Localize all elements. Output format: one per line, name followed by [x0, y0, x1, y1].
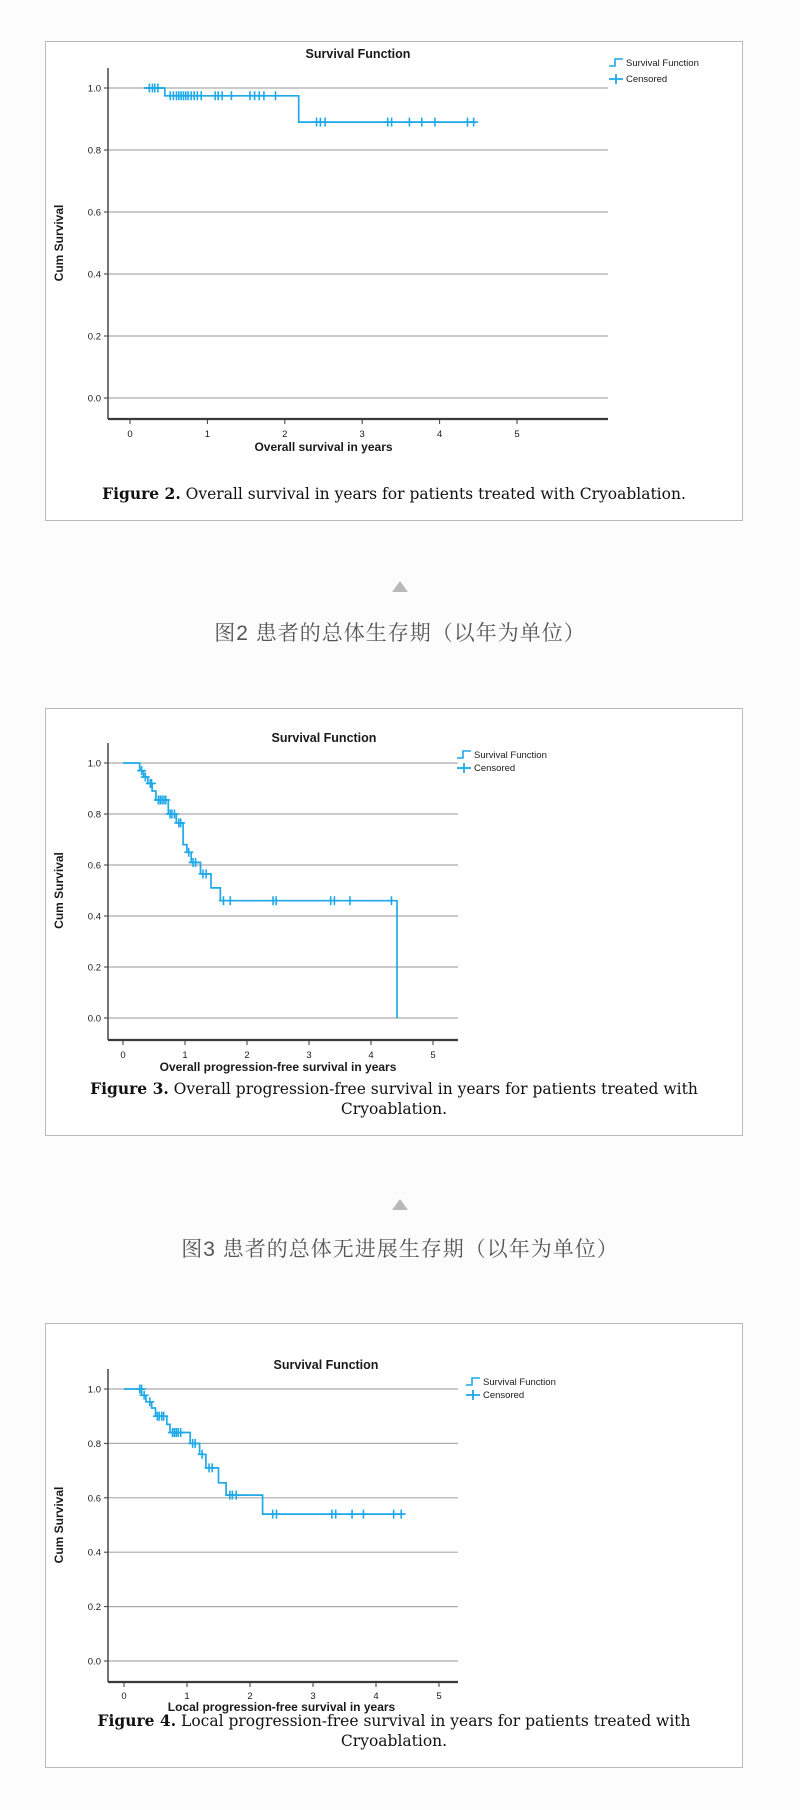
km-chart-overall-progression-free-survival [46, 709, 741, 1081]
y-tick-label: 0.6 [87, 1493, 101, 1505]
x-tick-label: 0 [121, 1691, 127, 1702]
legend-step-line-icon [466, 1378, 480, 1385]
x-tick-label: 3 [306, 1050, 312, 1061]
km-chart-overall-survival [46, 42, 741, 462]
legend-label: Survival Function [483, 1377, 556, 1388]
legend-label: Censored [483, 1390, 525, 1401]
x-tick-label: 2 [282, 429, 288, 440]
x-tick-label: 0 [127, 429, 133, 440]
legend-label: Survival Function [474, 750, 547, 761]
y-tick-label: 0.0 [87, 1013, 101, 1025]
censor-mark [397, 1510, 406, 1519]
y-axis-label: Cum Survival [52, 204, 66, 282]
censor-mark [417, 118, 426, 127]
legend-label: Censored [474, 763, 516, 774]
y-tick-label: 0.8 [87, 809, 101, 821]
censor-mark [321, 118, 330, 127]
figure-3-caption [46, 1079, 742, 1119]
y-tick-label: 0.6 [87, 207, 101, 219]
censor-mark [405, 118, 414, 127]
x-axis-label: Local progression-free survival in years [167, 1700, 396, 1714]
censor-mark [469, 118, 478, 127]
x-tick-label: 4 [368, 1050, 374, 1061]
x-tick-label: 5 [436, 1691, 442, 1702]
y-tick-label: 0.4 [87, 911, 101, 923]
x-tick-label: 4 [436, 429, 443, 440]
figure-caption-text: Overall survival in years for patients treated with Cryoablation. [180, 485, 686, 503]
legend-step-line-icon [609, 59, 623, 66]
y-tick-label: 0.6 [87, 860, 101, 872]
x-tick-label: 2 [247, 1691, 253, 1702]
chart-title: Survival Function [305, 47, 411, 61]
censor-mark [259, 91, 268, 100]
censor-mark [227, 91, 236, 100]
y-tick-label: 0.8 [87, 1438, 101, 1450]
y-axis-label: Cum Survival [52, 852, 66, 929]
censor-mark [345, 896, 354, 905]
km-chart-local-progression-free-survival [46, 1324, 741, 1716]
y-tick-label: 1.0 [87, 1384, 101, 1396]
x-tick-label: 1 [184, 1691, 190, 1702]
chart-title: Survival Function [273, 1358, 379, 1372]
y-tick-label: 0.4 [87, 1547, 101, 1559]
figure-label: Figure 4. [97, 1711, 177, 1730]
translated-caption-figure-2: 图2 患者的总体生存期（以年为单位） [214, 622, 586, 645]
figure-2-panel [45, 41, 743, 521]
censor-mark [226, 896, 235, 905]
censor-mark [387, 896, 396, 905]
x-tick-label: 3 [359, 429, 365, 440]
censor-mark [271, 91, 280, 100]
triangle-up-icon[interactable] [392, 581, 408, 592]
legend-step-line-icon [457, 751, 471, 758]
figure-4-caption [46, 1711, 742, 1751]
censor-mark [348, 1510, 357, 1519]
translated-caption-figure-3: 图3 患者的总体无进展生存期（以年为单位） [181, 1238, 619, 1261]
legend-label: Censored [626, 74, 668, 85]
survival-curve [124, 1389, 404, 1514]
y-tick-label: 1.0 [87, 83, 101, 95]
x-tick-label: 4 [373, 1691, 379, 1702]
x-tick-label: 5 [430, 1050, 436, 1061]
x-axis-label: Overall survival in years [254, 440, 393, 454]
censor-mark [359, 1510, 368, 1519]
figure-caption-text: Overall progression-free survival in years for patients treated with Cryoablation. [168, 1080, 698, 1118]
chart-title: Survival Function [271, 731, 377, 745]
y-tick-label: 0.0 [87, 393, 101, 405]
figure-caption-text: Local progression-free survival in years for patients treated with Cryoablation. [176, 1712, 691, 1750]
y-tick-label: 0.2 [87, 962, 101, 974]
y-tick-label: 0.2 [87, 331, 101, 343]
figure-2-caption [46, 484, 742, 504]
y-axis-label: Cum Survival [52, 1486, 66, 1564]
y-tick-label: 0.8 [87, 145, 101, 157]
y-tick-label: 0.0 [87, 1656, 101, 1668]
triangle-up-icon[interactable] [392, 1199, 408, 1210]
y-tick-label: 1.0 [87, 758, 101, 770]
figure-label: Figure 2. [102, 484, 181, 503]
legend-label: Survival Function [626, 58, 699, 69]
x-tick-label: 5 [514, 429, 520, 440]
x-tick-label: 1 [204, 429, 211, 440]
x-tick-label: 2 [244, 1050, 250, 1061]
figure-4-panel [45, 1323, 743, 1768]
x-tick-label: 3 [310, 1691, 316, 1702]
legend-plus-icon [609, 74, 623, 84]
x-tick-label: 0 [120, 1050, 126, 1061]
y-tick-label: 0.4 [87, 269, 101, 281]
x-tick-label: 1 [182, 1050, 188, 1061]
y-tick-label: 0.2 [87, 1602, 101, 1614]
censor-mark [430, 118, 439, 127]
x-axis-label: Overall progression-free survival in years [159, 1060, 397, 1074]
legend-plus-icon [457, 763, 471, 773]
legend-plus-icon [466, 1390, 480, 1400]
figure-3-panel [45, 708, 743, 1136]
figure-label: Figure 3. [90, 1079, 169, 1098]
